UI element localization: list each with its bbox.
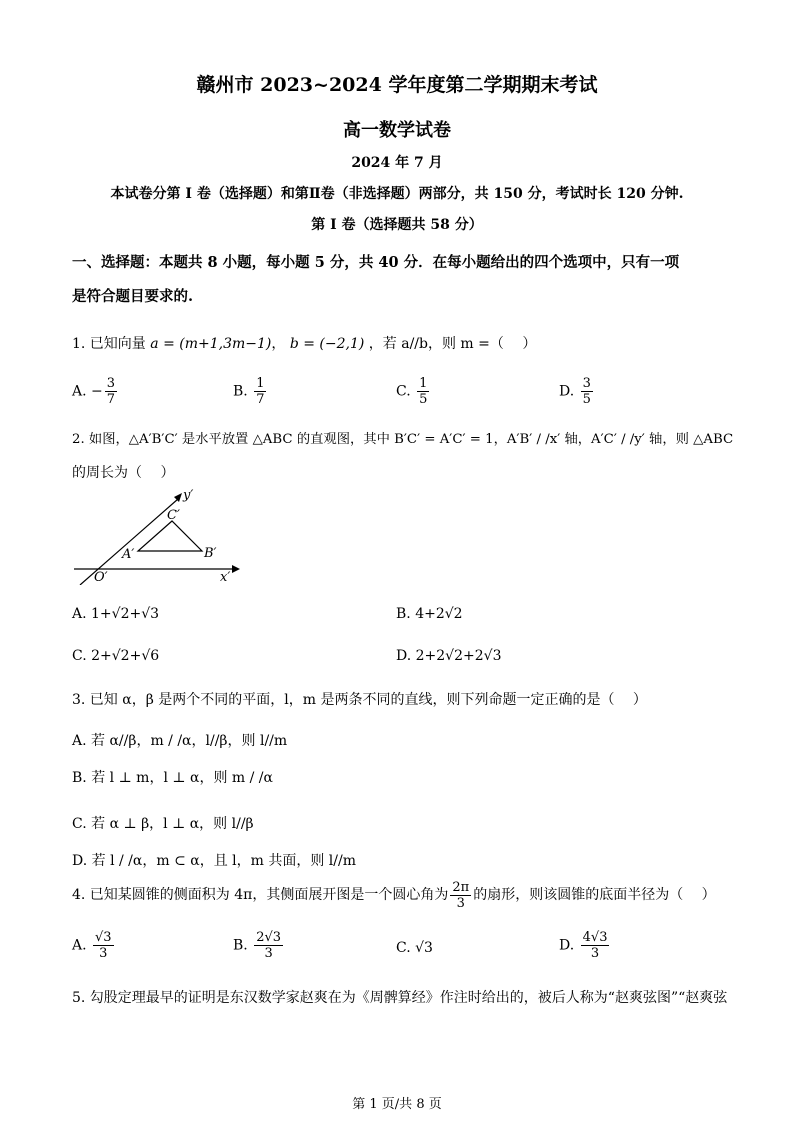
label-y: y′: [183, 488, 194, 503]
question-1-stem: 1. 已知向量 a = (m+1,3m−1)， b = (−2,1) ，若 a//b，则 m =（ ）: [72, 336, 537, 352]
question-2-line2: 的周长为（ ）: [72, 465, 175, 481]
q3-option-a[interactable]: A. 若 α//β，m / /α，l//β，则 l//m: [72, 733, 288, 749]
exam-date: 2024 年 7 月: [351, 155, 443, 171]
option-label: C.: [396, 383, 411, 400]
option-label: D.: [559, 937, 575, 954]
denominator: 3: [264, 946, 273, 961]
denominator: 3: [99, 946, 108, 961]
q4-stem-post: 的扇形，则该圆锥的底面半径为（ ）: [473, 887, 716, 903]
q1-option-d[interactable]: [559, 376, 595, 407]
option-text: 4+2√2: [415, 606, 463, 622]
q2-option-c[interactable]: [72, 648, 159, 664]
page-number: 第 1 页/共 8 页: [352, 1097, 442, 1112]
q3-option-c[interactable]: C. 若 α ⊥ β，l ⊥ α，则 l//β: [72, 816, 254, 832]
q2-option-d[interactable]: [396, 648, 501, 664]
option-label: C.: [396, 940, 411, 956]
exam-intro: 本试卷分第 I 卷（选择题）和第Ⅱ卷（非选择题）两部分，共 150 分，考试时长 120 分钟.: [110, 186, 684, 202]
label-c: C′: [167, 508, 180, 523]
numerator: 3: [582, 376, 591, 391]
numerator: 4√3: [582, 930, 608, 945]
q3-option-d[interactable]: D. 若 l / /α，m ⊂ α，且 l，m 共面，则 l//m: [72, 853, 356, 869]
q4-a-fraction: [93, 930, 114, 961]
q1-option-a[interactable]: [72, 376, 119, 407]
label-o: O′: [94, 570, 108, 585]
numerator: 1: [256, 376, 265, 391]
option-text: 2+2√2+2√3: [415, 648, 502, 664]
section1-line1: 一、选择题：本题共 8 小题，每小题 5 分，共 40 分．在每小题给出的四个选项中，只有一项: [72, 254, 680, 271]
section1-line2: 是符合题目要求的.: [72, 288, 194, 305]
q1-b-fraction: [254, 376, 266, 407]
denominator: 7: [256, 392, 265, 407]
q2-figure: [70, 485, 240, 585]
exam-title: 赣州市 2023~2024 学年度第二学期期末考试: [196, 74, 598, 96]
question-3-stem: 3. 已知 α，β 是两个不同的平面，l，m 是两条不同的直线，则下列命题一定正确的是（ ）: [72, 692, 647, 708]
q2-option-b[interactable]: [396, 606, 463, 622]
q4-option-c[interactable]: [396, 940, 433, 956]
option-text: √3: [415, 940, 433, 956]
denominator: 5: [419, 392, 428, 407]
option-label: A.: [72, 937, 87, 954]
q4-angle-fraction: [450, 880, 471, 911]
numerator: √3: [95, 930, 112, 945]
denominator: 3: [456, 895, 465, 911]
x-axis-arrow-icon: [232, 565, 240, 573]
label-x: x′: [220, 570, 231, 585]
option-label: A.: [72, 606, 87, 622]
denominator: 3: [590, 946, 600, 961]
q4-b-fraction: [254, 930, 283, 961]
part1-heading: 第 I 卷（选择题共 58 分）: [311, 217, 483, 233]
q1-c-fraction: [417, 376, 429, 407]
option-label: D.: [396, 648, 412, 664]
option-text: 1+√2+√3: [91, 606, 160, 622]
q1-option-c[interactable]: [396, 376, 431, 407]
option-text: 2+√2+√6: [91, 648, 160, 664]
q1-a-fraction: [105, 376, 117, 407]
q2-option-a[interactable]: [72, 606, 159, 622]
q3-option-b[interactable]: B. 若 l ⊥ m，l ⊥ α，则 m / /α: [72, 770, 273, 786]
label-b: B′: [204, 546, 217, 561]
option-label: C.: [72, 648, 87, 664]
y-axis-arrow-icon: [174, 493, 182, 502]
option-label: B.: [233, 937, 248, 954]
numerator: 2√3: [256, 930, 282, 945]
q1-vector-b: b = (−2,1): [289, 336, 365, 352]
q1-prefix: 1. 已知向量: [72, 336, 146, 352]
numerator: 3: [106, 376, 116, 391]
numerator: 1: [419, 376, 428, 391]
q4-option-b[interactable]: [233, 930, 285, 961]
q4-stem-pre: 4. 已知某圆锥的侧面积为 4π，其侧面展开图是一个圆心角为: [72, 887, 449, 903]
option-label: B.: [233, 383, 248, 400]
q4-option-a[interactable]: [72, 930, 116, 961]
q1-d-fraction: [581, 376, 593, 407]
option-label: B.: [396, 606, 411, 622]
exam-subtitle: 高一数学试卷: [343, 120, 451, 141]
q4-option-d[interactable]: [559, 930, 611, 961]
denominator: 7: [106, 392, 116, 407]
denominator: 5: [582, 392, 591, 407]
question-5-stem: 5. 勾股定理最早的证明是东汉数学家赵爽在为《周髀算经》作注时给出的，被后人称为“赵爽弦图”“赵爽弦: [72, 990, 728, 1006]
label-a: A′: [122, 547, 135, 562]
q1-vector-a: a = (m+1,3m−1): [150, 336, 272, 352]
q1-condition: ，若 a//b，则 m =（ ）: [368, 336, 537, 352]
question-2-line1: 2. 如图，△A′B′C′ 是水平放置 △ABC 的直观图，其中 B′C′ = A′C′ = 1，A′B′ / /x′ 轴，A′C′ / /y′ 轴，则 △ABC: [72, 432, 734, 447]
q4-d-fraction: [581, 930, 610, 961]
q1-a-sign: −: [91, 383, 103, 400]
numerator: 2π: [452, 879, 470, 895]
q1-option-b[interactable]: [233, 376, 268, 407]
option-label: D.: [559, 383, 575, 400]
option-label: A.: [72, 383, 87, 400]
question-4-stem: [72, 876, 716, 914]
